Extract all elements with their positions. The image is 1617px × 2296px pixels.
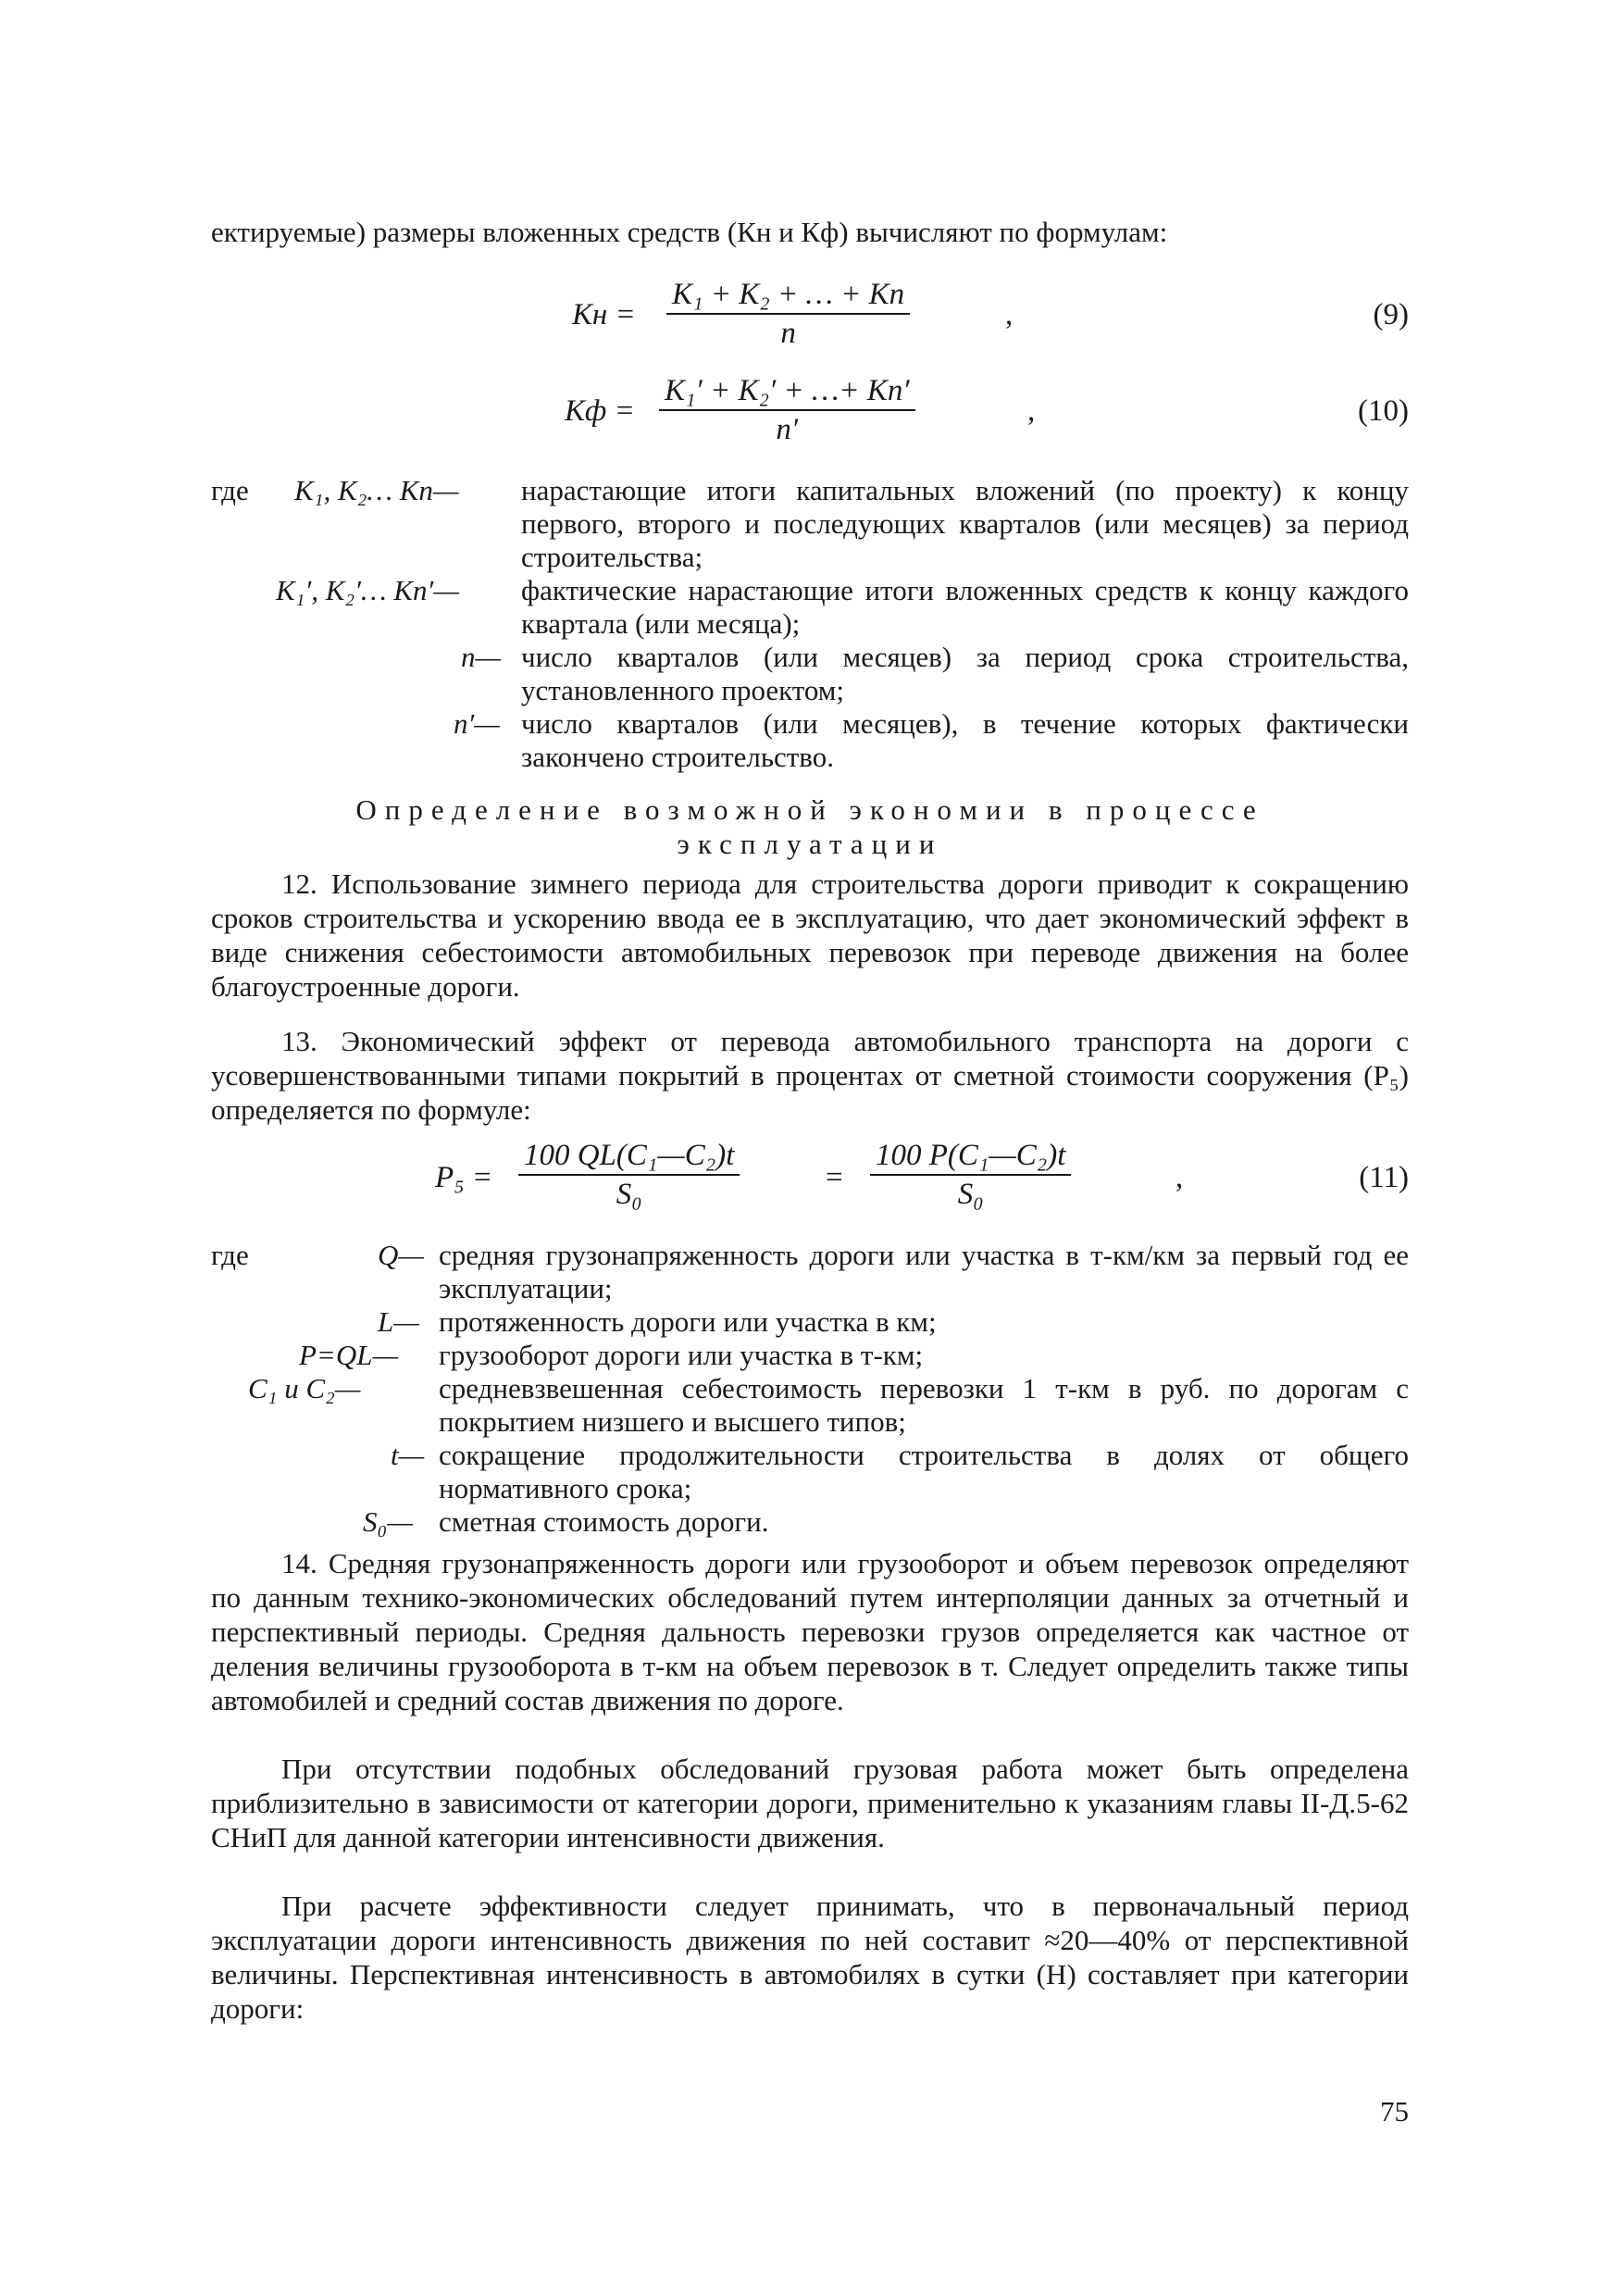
- definition-term: t—: [391, 1439, 425, 1471]
- definition-term: K₁′, K₂′… Kn′—: [276, 574, 459, 606]
- formula-11-fraction-2: [870, 1139, 1071, 1212]
- formula-9-numerator: K₁ + K₂ + … + Kn: [672, 278, 905, 311]
- definition-text: число кварталов (или месяцев), в течение которых фактически закончено строительство.: [521, 707, 1409, 773]
- definitions-block-2: [211, 1239, 1409, 1544]
- definition-term: n′—: [454, 707, 500, 740]
- formula-10-fraction: [659, 374, 915, 447]
- formula-11-fraction-1: [518, 1139, 740, 1212]
- definition-item: [211, 1439, 1409, 1505]
- definition-term: S₀—: [363, 1505, 413, 1538]
- definition-text: средняя грузонапряженность дороги или участка в т-км/км за первый год ее эксплуатации;: [439, 1239, 1409, 1304]
- definition-term: K₁, K₂… Kn—: [294, 474, 459, 506]
- paragraph-13-text: 13. Экономический эффект от перевода автомобильного транспорта на дороги с усовершенствованными типами покрытий в процентах от сметной стоимости сооружения (P₅) определяется по формуле:: [211, 1025, 1409, 1126]
- section-heading: [211, 792, 1409, 861]
- formula-11-number: (11): [1359, 1161, 1409, 1194]
- paragraph-12-text: 12. Использование зимнего периода для строительства дороги приводит к сокращению сроков строительства и ускорению ввода ее в эксплуатацию, что дает экономический эффект в виде снижения себестоимости автомобильных перевозок при переводе движения на более благоустроенные дороги.: [211, 867, 1409, 1003]
- definition-term: P=QL—: [299, 1339, 399, 1371]
- intro-paragraph: ектируемые) размеры вложенных средств (Кн и Кф) вычисляют по формулам:: [211, 216, 1168, 248]
- paragraph-15-text: При отсутствии подобных обследований грузовая работа может быть определена приблизительно в зависимости от категории дороги, применительно к указаниям главы II-Д.5-62 СНиП для данной категории интенсивности движения.: [211, 1753, 1409, 1853]
- page-number: 75: [1380, 2095, 1409, 2128]
- definition-text: фактические нарастающие итоги вложенных средств к концу каждого квартала (или месяца);: [521, 574, 1409, 640]
- paragraph-12: [211, 867, 1409, 1004]
- section-heading-line-1: Определение возможной экономии в процессе: [355, 793, 1264, 826]
- formula-11-lhs: P₅ =: [435, 1161, 493, 1194]
- definitions-block-1: [211, 474, 1409, 780]
- formula-9-number: (9): [1373, 298, 1409, 331]
- definition-term: L—: [378, 1305, 419, 1338]
- formula-9-comma: ,: [1005, 298, 1014, 331]
- formula-11: [0, 1139, 1617, 1222]
- formula-9-fraction: [666, 278, 910, 351]
- formula-11-equals: =: [826, 1161, 843, 1194]
- formula-9-lhs: Кн =: [572, 298, 636, 331]
- definition-text: средневзвешенная себестоимость перевозки 1 т-км в руб. по дорогам с покрытием низшего и высшего типов;: [439, 1372, 1409, 1438]
- definition-text: грузооборот дороги или участка в т-км;: [439, 1339, 924, 1371]
- definition-item: [211, 707, 1409, 774]
- definition-item: [211, 574, 1409, 641]
- section-heading-line-2: эксплуатации: [677, 828, 943, 860]
- where-label: где: [211, 474, 249, 506]
- paragraph-13: [211, 1024, 1409, 1127]
- formula-9: [0, 278, 1617, 352]
- paragraph-14-text: 14. Средняя грузонапряженность дороги или грузооборот и объем перевозок определяют по данным технико-экономических обследований путем интерполяции данных за отчетный и перспективный периоды. Средняя дальность перевозки грузов определяется как частное от деления величины грузооборота в т-км на объем перевозок в т. Следует определить также типы автомобилей и средний состав движения по дороге.: [211, 1547, 1409, 1716]
- definition-item: [211, 1505, 1409, 1539]
- paragraph-16: [211, 1889, 1409, 2026]
- definition-text: протяженность дороги или участка в км;: [439, 1305, 937, 1338]
- definition-item: [211, 1372, 1409, 1439]
- definition-item: [211, 1339, 1409, 1372]
- definition-item: [211, 1239, 1409, 1305]
- formula-10-numerator: K₁′ + K₂′ + …+ Kn′: [665, 374, 910, 407]
- definition-item: [211, 641, 1409, 707]
- formula-11-numerator-2: 100 P(C₁—C₂)t: [876, 1139, 1066, 1172]
- definition-text: число кварталов (или месяцев) за период срока строительства, установленного проектом;: [521, 641, 1409, 706]
- formula-11-numerator-1: 100 QL(C₁—C₂)t: [524, 1139, 735, 1172]
- definition-term: n—: [461, 641, 502, 673]
- definition-item: [211, 1305, 1409, 1339]
- paragraph-16-text: При расчете эффективности следует принимать, что в первоначальный период эксплуатации дороги интенсивность движения по ней составит ≈20—40% от перспективной величины. Перспективная интенсивность в автомобилях в сутки (H) составляет при категории дороги:: [211, 1890, 1409, 2025]
- formula-11-comma: ,: [1175, 1161, 1184, 1194]
- definition-term: Q—: [378, 1239, 424, 1271]
- paragraph-14: [211, 1546, 1409, 1717]
- formula-10-number: (10): [1358, 394, 1409, 428]
- formula-10-lhs: Кф =: [565, 394, 635, 428]
- formula-11-denominator-1: S₀: [616, 1178, 642, 1211]
- formula-11-denominator-2: S₀: [957, 1178, 984, 1211]
- where-label: где: [211, 1239, 249, 1271]
- definition-text: сметная стоимость дороги.: [439, 1505, 769, 1538]
- paragraph-15: [211, 1752, 1409, 1854]
- definition-item: [211, 474, 1409, 574]
- formula-10-denominator: n′: [776, 413, 799, 446]
- definition-term: C₁ и C₂—: [248, 1372, 361, 1404]
- formula-9-denominator: n: [780, 317, 796, 350]
- definition-text: нарастающие итоги капитальных вложений (по проекту) к концу первого, второго и последующих кварталов (или месяцев) за период строительства;: [521, 474, 1409, 573]
- definition-text: сокращение продолжительности строительства в долях от общего нормативного срока;: [439, 1439, 1409, 1504]
- formula-10-comma: ,: [1027, 394, 1036, 428]
- formula-10: [0, 374, 1617, 448]
